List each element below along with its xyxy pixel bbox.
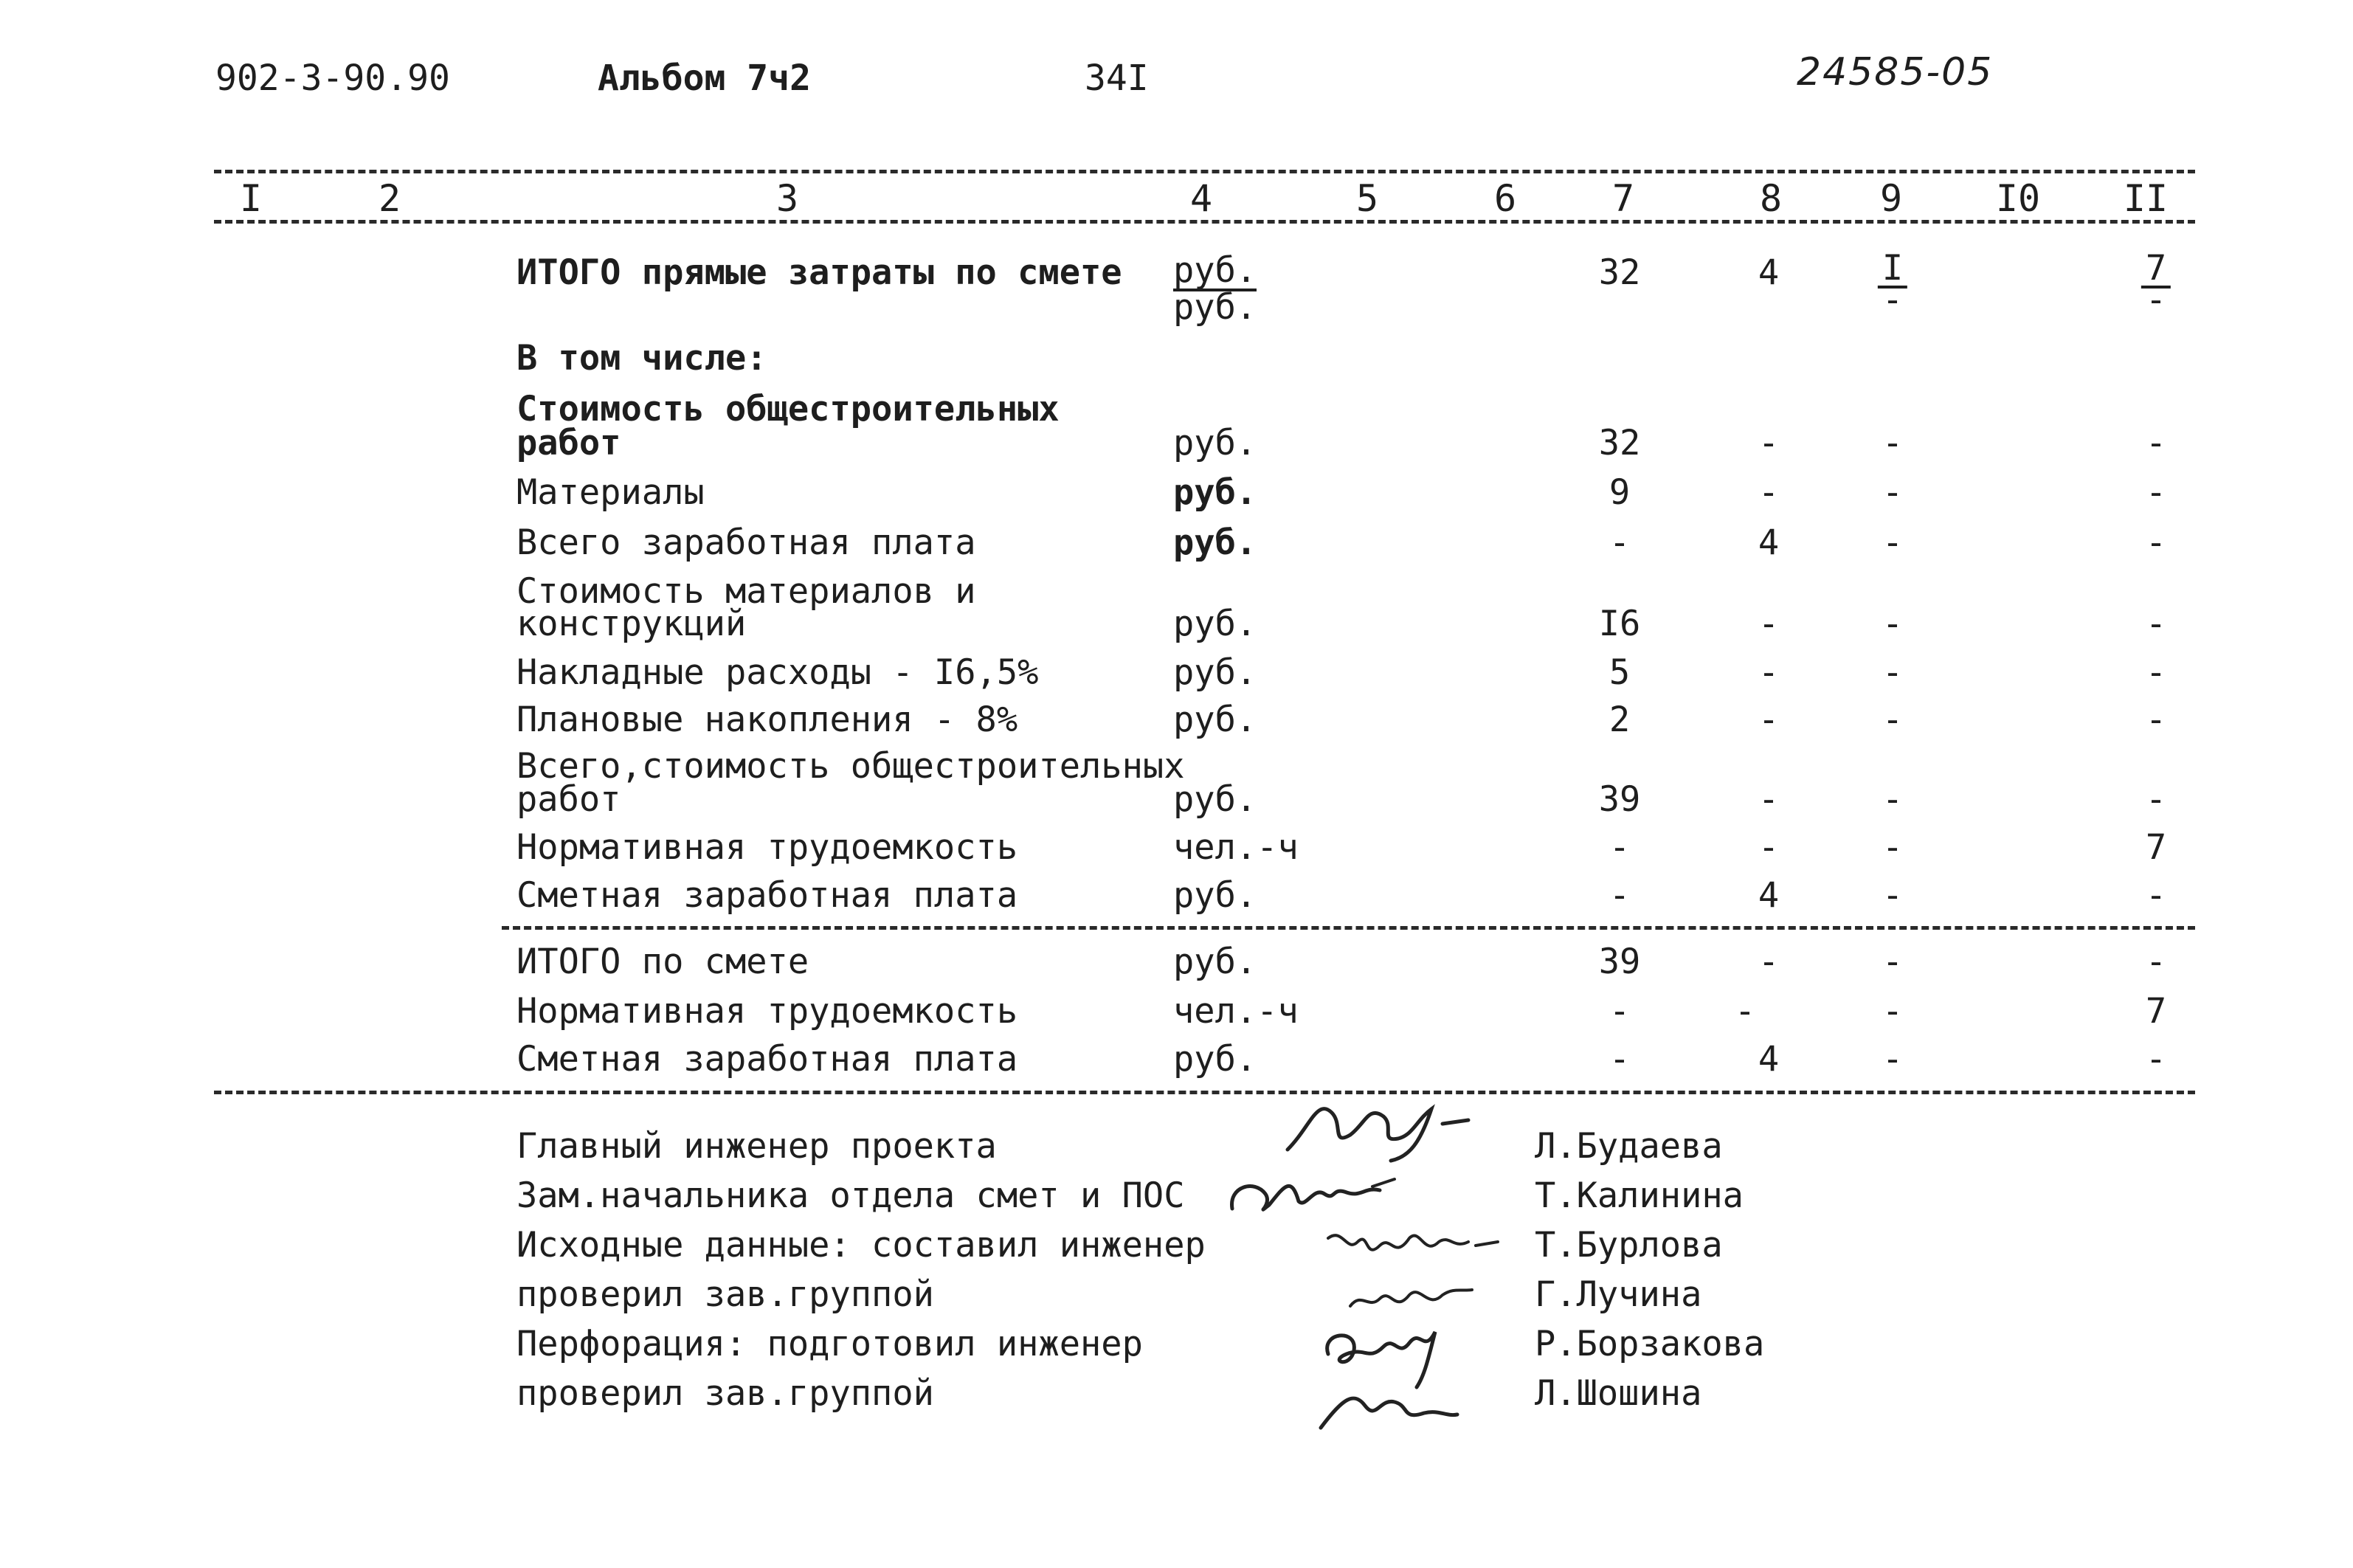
summary-col11-denominator: - xyxy=(2145,280,2167,320)
row-unit: руб. xyxy=(1173,423,1257,463)
row-col11: 7 xyxy=(2145,827,2167,868)
total-col11: - xyxy=(2145,1039,2167,1080)
total-col7: - xyxy=(1609,991,1631,1032)
signer-role: Перфорация: подготовил инженер xyxy=(516,1324,1143,1364)
signer-role: проверил зав.группой xyxy=(516,1373,934,1414)
summary-col8: 4 xyxy=(1758,252,1780,293)
total-col9: - xyxy=(1882,991,1904,1032)
row-col9: - xyxy=(1882,779,1904,820)
row-unit: руб. xyxy=(1173,875,1257,916)
total-col8: 4 xyxy=(1758,1039,1780,1080)
row-unit: руб. xyxy=(1173,652,1257,693)
column-number: 3 xyxy=(775,177,799,220)
album-label: Альбом 7ч2 xyxy=(598,58,811,99)
total-label: Сметная заработная плата xyxy=(516,1039,1018,1080)
total-col7: - xyxy=(1609,1039,1631,1080)
row-unit: руб. xyxy=(1173,779,1257,820)
row-unit: руб. xyxy=(1173,472,1257,513)
row-unit: руб. xyxy=(1173,522,1257,563)
table-bottom-rule xyxy=(214,1091,2195,1094)
column-number: 5 xyxy=(1355,177,1379,220)
total-label: Нормативная трудоемкость xyxy=(516,991,1018,1032)
total-unit: руб. xyxy=(1173,1039,1257,1080)
signature-mark xyxy=(1280,1083,1472,1164)
row-col7: 2 xyxy=(1609,700,1631,740)
signature-mark xyxy=(1343,1269,1476,1321)
header-bottom-rule xyxy=(214,220,2195,224)
row-label: Материалы xyxy=(516,472,705,513)
row-label-continued: работ xyxy=(516,423,621,463)
row-col8: - xyxy=(1758,827,1780,868)
summary-col11-numerator: 7 xyxy=(2141,251,2171,289)
row-col11: - xyxy=(2145,423,2167,463)
signer-role: Исходные данные: составил инженер xyxy=(516,1225,1206,1265)
row-col11: - xyxy=(2145,779,2167,820)
row-col8: - xyxy=(1758,700,1780,740)
row-col7: - xyxy=(1609,827,1631,868)
row-col11: - xyxy=(2145,700,2167,740)
column-number: I0 xyxy=(1995,177,2041,220)
column-number: 4 xyxy=(1189,177,1213,220)
row-label: Сметная заработная плата xyxy=(516,875,1018,916)
column-number: 2 xyxy=(378,177,401,220)
summary-col9-denominator: - xyxy=(1882,280,1904,320)
row-col9: - xyxy=(1882,423,1904,463)
total-unit: чел.-ч xyxy=(1173,991,1299,1032)
column-number: 8 xyxy=(1759,177,1783,220)
row-col11: - xyxy=(2145,652,2167,693)
summary-col7: 32 xyxy=(1598,252,1641,293)
total-col7: 39 xyxy=(1598,942,1641,982)
row-col8: 4 xyxy=(1758,522,1780,563)
total-col11: 7 xyxy=(2145,991,2167,1032)
row-col7: - xyxy=(1609,875,1631,916)
page-number: 34I xyxy=(1085,58,1149,99)
column-number: I xyxy=(239,177,263,220)
row-label: Нормативная трудоемкость xyxy=(516,827,1018,868)
total-label: ИТОГО по смете xyxy=(516,942,809,982)
row-label: Стоимость общестроительных xyxy=(516,389,1060,429)
summary-unit-numerator: руб. xyxy=(1173,250,1257,291)
row-label: Стоимость материалов и xyxy=(516,571,976,612)
row-col9: - xyxy=(1882,604,1904,644)
document-code: 902-3-90.90 xyxy=(215,58,450,99)
total-col9: - xyxy=(1882,942,1904,982)
row-label: Плановые накопления - 8% xyxy=(516,700,1018,740)
including-label: В том числе: xyxy=(516,338,767,379)
signer-name: Л.Шошина xyxy=(1535,1373,1702,1414)
row-label: Всего,стоимость общестроительных xyxy=(516,746,1185,787)
total-col11: - xyxy=(2145,942,2167,982)
row-col9: - xyxy=(1882,472,1904,513)
summary-label: ИТОГО прямые затраты по смете xyxy=(516,252,1122,293)
summary-unit-denominator: руб. xyxy=(1173,287,1257,328)
row-col7: 39 xyxy=(1598,779,1641,820)
signer-name: Т.Калинина xyxy=(1535,1175,1744,1216)
row-col8: - xyxy=(1758,779,1780,820)
row-col7: 32 xyxy=(1598,423,1641,463)
row-label: Всего заработная плата xyxy=(516,522,976,563)
signer-name: Г.Лучина xyxy=(1535,1274,1702,1315)
total-col9: - xyxy=(1882,1039,1904,1080)
row-unit: руб. xyxy=(1173,700,1257,740)
signature-mark xyxy=(1321,1216,1513,1275)
signer-role: проверил зав.группой xyxy=(516,1274,934,1315)
subtotal-rule xyxy=(502,926,2195,930)
column-number: 9 xyxy=(1879,177,1903,220)
column-number: 7 xyxy=(1611,177,1635,220)
signer-name: Л.Будаева xyxy=(1535,1126,1723,1167)
handwritten-doc-number: 24585-05 xyxy=(1797,50,1994,94)
row-col8: - xyxy=(1758,652,1780,693)
row-label-continued: конструкций xyxy=(516,604,747,644)
row-col9: - xyxy=(1882,875,1904,916)
column-number: 6 xyxy=(1493,177,1517,220)
column-number: II xyxy=(2123,177,2169,220)
total-col8: - xyxy=(1758,942,1780,982)
row-col8: 4 xyxy=(1758,875,1780,916)
row-col7: I6 xyxy=(1598,604,1641,644)
row-col8: - xyxy=(1758,423,1780,463)
total-col8: - xyxy=(1734,991,1756,1032)
summary-col11 xyxy=(2141,248,2171,320)
summary-unit xyxy=(1173,250,1257,328)
row-unit: чел.-ч xyxy=(1173,827,1299,868)
row-col11: - xyxy=(2145,472,2167,513)
signature-mark xyxy=(1313,1317,1461,1435)
row-col9: - xyxy=(1882,652,1904,693)
row-col9: - xyxy=(1882,700,1904,740)
row-label-continued: работ xyxy=(516,779,621,820)
signer-name: Р.Борзакова xyxy=(1535,1324,1765,1364)
row-col9: - xyxy=(1882,522,1904,563)
row-col9: - xyxy=(1882,827,1904,868)
row-unit: руб. xyxy=(1173,604,1257,644)
summary-col9 xyxy=(1878,248,1907,320)
row-col11: - xyxy=(2145,522,2167,563)
row-col7: 9 xyxy=(1609,472,1631,513)
summary-col9-numerator: I xyxy=(1878,251,1907,289)
row-label: Накладные расходы - I6,5% xyxy=(516,652,1039,693)
row-col8: - xyxy=(1758,604,1780,644)
row-col7: 5 xyxy=(1609,652,1631,693)
signer-role: Зам.начальника отдела смет и ПОС xyxy=(516,1175,1185,1216)
signer-role: Главный инженер проекта xyxy=(516,1126,997,1167)
total-unit: руб. xyxy=(1173,942,1257,982)
row-col8: - xyxy=(1758,472,1780,513)
row-col7: - xyxy=(1609,522,1631,563)
header-top-rule xyxy=(214,170,2195,173)
signer-name: Т.Бурлова xyxy=(1535,1225,1723,1265)
row-col11: - xyxy=(2145,604,2167,644)
signature-mark xyxy=(1225,1164,1417,1223)
row-col11: - xyxy=(2145,875,2167,916)
